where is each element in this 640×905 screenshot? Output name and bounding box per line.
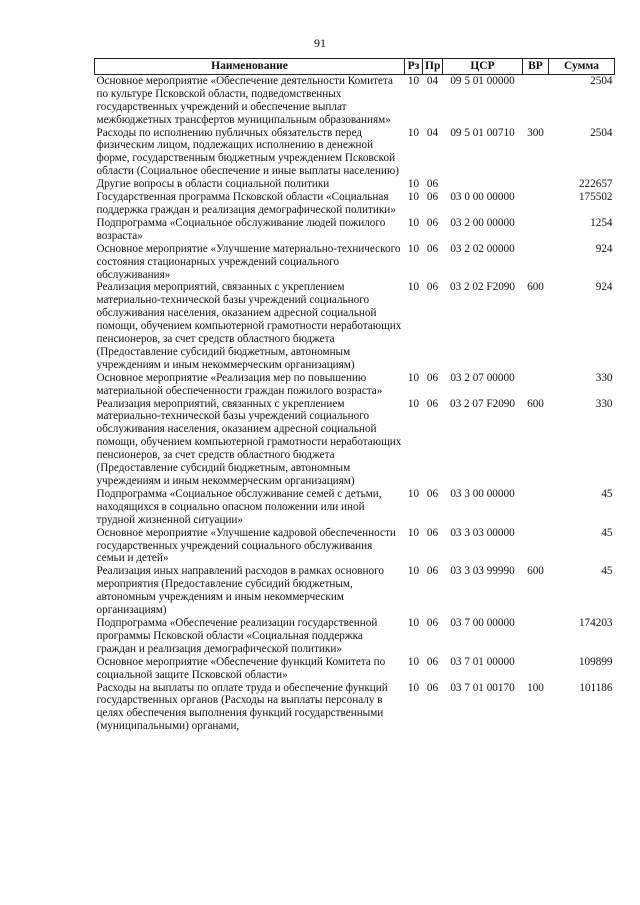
row-rz: 10 — [407, 526, 420, 539]
table-row — [95, 682, 615, 734]
row-name: Основное мероприятие «Реализация мер по повышению материальной обеспеченности граждан пожилого возраста» — [96, 371, 383, 397]
row-pr: 06 — [426, 681, 439, 694]
row-csr: 09 5 01 00000 — [450, 74, 515, 87]
table-row — [95, 281, 615, 371]
row-name: Расходы по исполнению публичных обязательств перед физическим лицом, подлежащих исполнению в денежной форме, государственным бюджетным учреждением Псковской области (Социальное обеспечение и иные выплаты населению) — [96, 126, 399, 178]
row-name: Реализация мероприятий, связанных с укреплением материально-технической базы учреждений социального обслуживания населения, оказанием адресной социальной помощи, обучением компьютерной грамотности неработающих пенсионеров, за счет средств областного бюджета (Предоставление субсидий бюджетным, автономным учреждениям и иным некоммерческим организациям) — [96, 281, 402, 371]
row-rz: 10 — [407, 397, 420, 410]
row-sum: 45 — [601, 526, 613, 539]
row-csr: 03 2 02 F2090 — [450, 281, 515, 294]
row-csr: 03 2 02 00000 — [450, 242, 515, 255]
row-name: Государственная программа Псковской области «Социальная поддержка граждан и реализация демографической политики» — [96, 191, 396, 216]
table-row — [95, 565, 615, 617]
table-row — [95, 488, 615, 527]
row-vr — [523, 243, 549, 282]
row-name: Основное мероприятие «Обеспечение функций Комитета по социальной защите Псковской области» — [96, 655, 386, 681]
row-pr: 06 — [426, 655, 439, 668]
row-name: Реализация иных направлений расходов в рамках основного мероприятия (Предоставление субсидий бюджетным, автономным учреждениям и иным некоммерческим организациям) — [96, 565, 384, 617]
row-pr: 06 — [426, 487, 439, 500]
header-name: Наименование — [95, 59, 405, 75]
row-vr — [523, 527, 549, 566]
row-rz: 10 — [407, 74, 420, 87]
table-row — [95, 243, 615, 282]
row-csr — [443, 178, 523, 191]
row-name: Подпрограмма «Обеспечение реализации государственной программы Псковской области «Социальная поддержка граждан и реализация демографической политики» — [96, 616, 378, 655]
row-vr: 100 — [527, 681, 544, 694]
row-sum: 174203 — [578, 616, 613, 629]
row-sum: 101186 — [579, 681, 613, 694]
row-csr: 03 7 01 00000 — [450, 655, 515, 668]
budget-table — [94, 58, 615, 733]
row-pr: 06 — [426, 371, 439, 384]
row-rz: 10 — [407, 371, 420, 384]
table-row — [95, 217, 615, 243]
row-name: Основное мероприятие «Обеспечение деятельности Комитета по культуре Псковской области, подведомственных государственных учреждений и обеспечение выплат межбюджетных трансфертов муниципальным образованиям» — [96, 74, 393, 126]
row-pr: 06 — [426, 242, 439, 255]
header-pr: Пр — [423, 59, 443, 75]
row-csr: 03 2 00 00000 — [450, 216, 515, 229]
row-sum: 175502 — [578, 191, 613, 204]
row-sum: 330 — [595, 397, 613, 410]
row-csr: 03 2 07 F2090 — [450, 397, 515, 410]
row-pr: 06 — [426, 178, 439, 191]
row-name: Основное мероприятие «Улучшение материально-технического состояния стационарных учреждений социального обслуживания» — [96, 242, 401, 281]
row-sum: 1254 — [590, 216, 613, 229]
table-row — [95, 398, 615, 488]
row-csr: 03 2 07 00000 — [450, 371, 515, 384]
row-rz: 10 — [407, 126, 420, 139]
row-rz: 10 — [407, 178, 420, 191]
row-rz: 10 — [407, 487, 420, 500]
row-pr: 06 — [426, 526, 439, 539]
row-vr: 600 — [527, 397, 544, 410]
row-vr — [523, 217, 549, 243]
row-name: Подпрограмма «Социальное обслуживание семей с детьми, находящихся в социально опасном положении или иной трудной жизненной ситуации» — [96, 487, 382, 526]
table-row — [95, 527, 615, 566]
row-pr: 06 — [426, 281, 439, 294]
row-rz: 10 — [407, 216, 420, 229]
row-vr — [523, 178, 549, 191]
row-vr: 600 — [527, 565, 544, 578]
row-rz: 10 — [407, 681, 420, 694]
row-vr: 300 — [527, 126, 544, 139]
row-rz: 10 — [407, 281, 420, 294]
row-rz: 10 — [407, 655, 420, 668]
row-sum: 45 — [601, 565, 613, 578]
header-csr: ЦСР — [443, 59, 523, 75]
row-name: Реализация мероприятий, связанных с укреплением материально-технической базы учреждений социального обслуживания населения, оказанием адресной социальной помощи, обучением компьютерной грамотности неработающих пенсионеров, за счет средств областного бюджета (Предоставление субсидий бюджетным, автономным учреждениям и иным некоммерческим организациям) — [96, 397, 402, 487]
row-name: Расходы на выплаты по оплате труда и обеспечение функций государственных органов (Расходы на выплаты персоналу в целях обеспечения выполнения функций государственными (муниципальными) органами, — [96, 681, 388, 733]
row-rz: 10 — [407, 616, 420, 629]
table-row — [95, 617, 615, 656]
row-pr: 06 — [426, 616, 439, 629]
row-sum: 45 — [601, 487, 613, 500]
row-rz: 10 — [407, 191, 420, 204]
table-row — [95, 656, 615, 682]
row-name: Другие вопросы в области социальной политики — [96, 178, 330, 191]
table-row — [95, 74, 615, 126]
row-sum: 109899 — [578, 655, 613, 668]
row-sum: 2504 — [590, 74, 613, 87]
row-rz: 10 — [407, 565, 420, 578]
header-rz: Рз — [405, 59, 423, 75]
row-vr: 600 — [527, 281, 544, 294]
row-pr: 04 — [426, 74, 439, 87]
table-row — [95, 127, 615, 179]
row-csr: 03 0 00 00000 — [450, 191, 515, 204]
row-vr — [523, 488, 549, 527]
table-row — [95, 178, 615, 191]
row-pr: 06 — [426, 397, 439, 410]
row-vr — [523, 617, 549, 656]
row-csr: 03 3 03 99990 — [450, 565, 515, 578]
table-row — [95, 372, 615, 398]
row-sum: 924 — [595, 281, 613, 294]
row-vr — [523, 74, 549, 126]
header-vr: ВР — [523, 59, 549, 75]
row-sum: 330 — [595, 371, 613, 384]
row-csr: 03 7 00 00000 — [450, 616, 515, 629]
row-csr: 03 7 01 00170 — [450, 681, 515, 694]
row-csr: 03 3 00 00000 — [450, 487, 515, 500]
table-body — [95, 74, 615, 733]
table-row — [95, 191, 615, 217]
row-vr — [523, 372, 549, 398]
row-sum: 2504 — [590, 126, 613, 139]
page-number: 91 — [314, 36, 326, 50]
row-pr: 04 — [426, 126, 439, 139]
row-rz: 10 — [407, 242, 420, 255]
row-pr: 06 — [426, 216, 439, 229]
table-header — [95, 59, 615, 75]
row-pr: 06 — [426, 191, 439, 204]
row-pr: 06 — [426, 565, 439, 578]
row-name: Основное мероприятие «Улучшение кадровой обеспеченности государственных учреждений социального обслуживания семьи и детей» — [96, 526, 396, 565]
row-csr: 03 3 03 00000 — [450, 526, 515, 539]
row-sum: 924 — [595, 242, 613, 255]
header-sum: Сумма — [549, 59, 615, 75]
row-sum: 222657 — [578, 178, 613, 191]
row-csr: 09 5 01 00710 — [450, 126, 515, 139]
row-name: Подпрограмма «Социальное обслуживание людей пожилого возраста» — [96, 216, 386, 242]
row-vr — [523, 656, 549, 682]
row-vr — [523, 191, 549, 217]
